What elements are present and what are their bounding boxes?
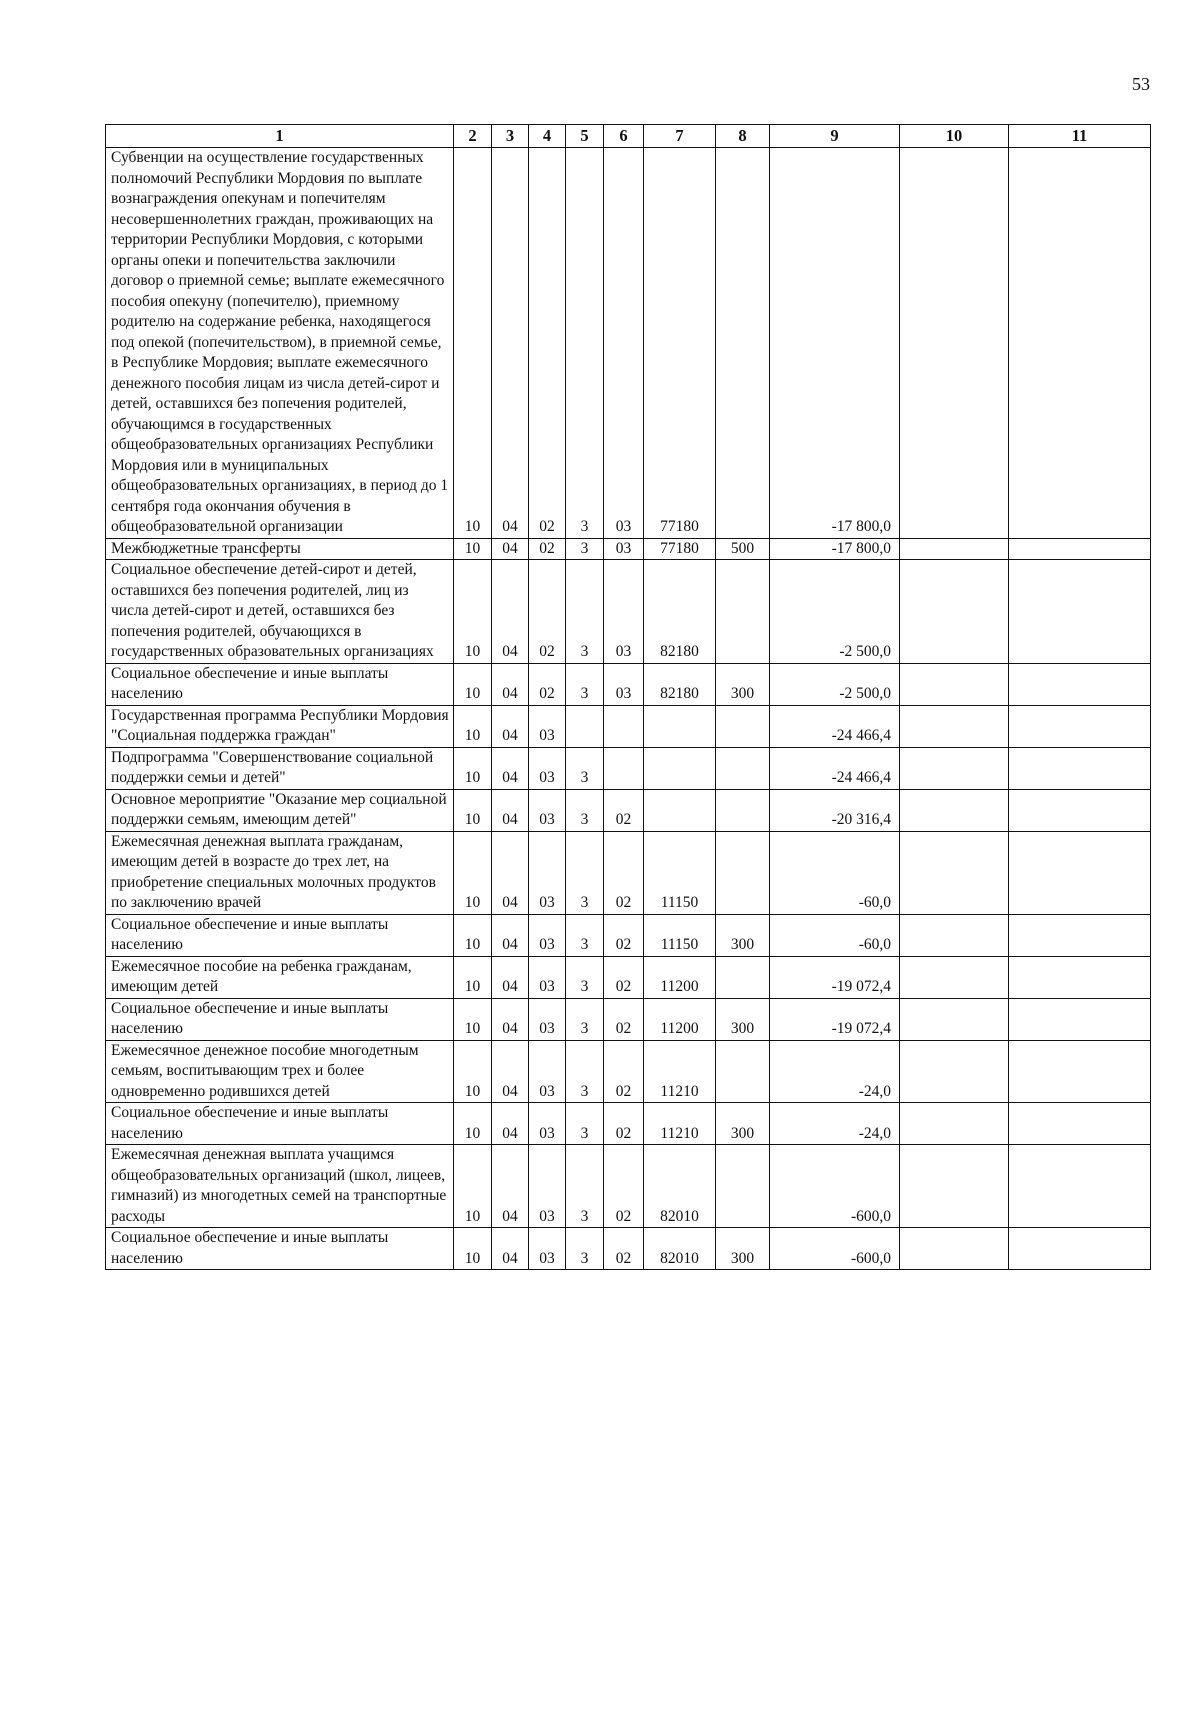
row-name: Социальное обеспечение и иные выплаты населению	[106, 1103, 454, 1145]
cell-direction: 11200	[644, 998, 716, 1040]
cell-section: 10	[454, 1103, 492, 1145]
cell-col11	[1009, 956, 1151, 998]
cell-program: 03	[529, 998, 566, 1040]
page-number: 53	[1132, 74, 1150, 94]
cell-subprogram: 3	[566, 1145, 604, 1228]
cell-col11	[1009, 914, 1151, 956]
cell-direction: 82010	[644, 1228, 716, 1270]
cell-direction: 82010	[644, 1145, 716, 1228]
cell-expense-type: 300	[716, 1228, 770, 1270]
cell-section: 10	[454, 538, 492, 560]
cell-col11	[1009, 831, 1151, 914]
column-header: 9	[770, 125, 900, 148]
cell-col11	[1009, 998, 1151, 1040]
cell-expense-type	[716, 1040, 770, 1103]
cell-program: 03	[529, 1145, 566, 1228]
cell-program: 03	[529, 1228, 566, 1270]
row-name: Социальное обеспечение детей-сирот и детей, оставшихся без попечения родителей, лиц из числа детей-сирот и детей, оставшихся без попечения родителей, обучающихся в государственных образовательных организациях	[106, 560, 454, 664]
cell-direction: 11210	[644, 1040, 716, 1103]
cell-amount: -24 466,4	[770, 747, 900, 789]
cell-expense-type: 300	[716, 998, 770, 1040]
cell-col11	[1009, 538, 1151, 560]
cell-subprogram: 3	[566, 663, 604, 705]
cell-expense-type: 500	[716, 538, 770, 560]
table-body	[106, 148, 1151, 1270]
cell-subsection: 04	[492, 705, 529, 747]
table-row	[106, 538, 1151, 560]
cell-col10	[900, 1228, 1009, 1270]
cell-activity: 03	[604, 663, 644, 705]
column-header: 5	[566, 125, 604, 148]
table-row	[106, 747, 1151, 789]
cell-subprogram: 3	[566, 1103, 604, 1145]
cell-direction: 11150	[644, 831, 716, 914]
cell-col10	[900, 747, 1009, 789]
column-header: 3	[492, 125, 529, 148]
cell-program: 02	[529, 560, 566, 664]
row-name: Социальное обеспечение и иные выплаты населению	[106, 663, 454, 705]
column-header: 7	[644, 125, 716, 148]
cell-subsection: 04	[492, 148, 529, 539]
table-row	[106, 560, 1151, 664]
cell-program: 03	[529, 705, 566, 747]
column-header: 1	[106, 125, 454, 148]
column-header: 4	[529, 125, 566, 148]
table-row	[106, 914, 1151, 956]
cell-amount: -17 800,0	[770, 538, 900, 560]
cell-direction: 77180	[644, 148, 716, 539]
cell-activity: 03	[604, 148, 644, 539]
cell-section: 10	[454, 998, 492, 1040]
cell-activity: 02	[604, 914, 644, 956]
cell-col10	[900, 998, 1009, 1040]
cell-subsection: 04	[492, 747, 529, 789]
cell-direction	[644, 789, 716, 831]
cell-col10	[900, 1103, 1009, 1145]
row-name: Государственная программа Республики Мордовия "Социальная поддержка граждан"	[106, 705, 454, 747]
table-row	[106, 148, 1151, 539]
cell-expense-type	[716, 705, 770, 747]
cell-section: 10	[454, 705, 492, 747]
cell-direction: 82180	[644, 560, 716, 664]
cell-activity: 02	[604, 1228, 644, 1270]
cell-expense-type	[716, 747, 770, 789]
cell-expense-type: 300	[716, 1103, 770, 1145]
row-name: Основное мероприятие "Оказание мер социальной поддержки семьям, имеющим детей"	[106, 789, 454, 831]
cell-subsection: 04	[492, 789, 529, 831]
cell-subsection: 04	[492, 538, 529, 560]
cell-program: 03	[529, 831, 566, 914]
cell-subsection: 04	[492, 1040, 529, 1103]
cell-subprogram: 3	[566, 998, 604, 1040]
cell-activity: 02	[604, 956, 644, 998]
cell-col10	[900, 914, 1009, 956]
cell-activity	[604, 705, 644, 747]
row-name: Ежемесячная денежная выплата учащимся общеобразовательных организаций (школ, лицеев, гимназий) из многодетных семей на транспортные расходы	[106, 1145, 454, 1228]
cell-amount: -19 072,4	[770, 956, 900, 998]
cell-direction: 82180	[644, 663, 716, 705]
column-header: 6	[604, 125, 644, 148]
row-name: Ежемесячное пособие на ребенка гражданам, имеющим детей	[106, 956, 454, 998]
cell-subprogram	[566, 705, 604, 747]
cell-col10	[900, 538, 1009, 560]
cell-col11	[1009, 789, 1151, 831]
cell-expense-type	[716, 956, 770, 998]
cell-section: 10	[454, 747, 492, 789]
header-row	[106, 125, 1151, 148]
cell-program: 02	[529, 148, 566, 539]
row-name: Ежемесячная денежная выплата гражданам, имеющим детей в возрасте до трех лет, на приобретение специальных молочных продуктов по заключению врачей	[106, 831, 454, 914]
cell-program: 03	[529, 789, 566, 831]
cell-col10	[900, 705, 1009, 747]
cell-expense-type	[716, 148, 770, 539]
cell-activity: 02	[604, 831, 644, 914]
cell-section: 10	[454, 1040, 492, 1103]
cell-col11	[1009, 1040, 1151, 1103]
cell-direction: 11210	[644, 1103, 716, 1145]
cell-col11	[1009, 663, 1151, 705]
cell-amount: -20 316,4	[770, 789, 900, 831]
cell-section: 10	[454, 956, 492, 998]
column-header: 11	[1009, 125, 1151, 148]
cell-col10	[900, 560, 1009, 664]
row-name: Социальное обеспечение и иные выплаты населению	[106, 998, 454, 1040]
cell-activity: 02	[604, 1103, 644, 1145]
table-row	[106, 831, 1151, 914]
cell-col11	[1009, 148, 1151, 539]
cell-direction: 11150	[644, 914, 716, 956]
cell-expense-type: 300	[716, 914, 770, 956]
row-name: Субвенции на осуществление государственных полномочий Республики Мордовия по выплате вознаграждения опекунам и попечителям несовершеннолетних граждан, проживающих на территории Республики Мордовия, с которыми органы опеки и попечительства заключили договор о приемной семье; выплате ежемесячного пособия опекуну (попечителю), приемному родителю на содержание ребенка, находящегося под опекой (попечительством), в приемной семье, в Республике Мордовия; выплате ежемесячного денежного пособия лицам из числа детей-сирот и детей, оставшихся без попечения родителей, обучающимся в государственных общеобразовательных организациях Республики Мордовия или в муниципальных общеобразовательных организациях, в период до 1 сентября года окончания обучения в общеобразовательной организации	[106, 148, 454, 539]
cell-amount: -17 800,0	[770, 148, 900, 539]
column-header: 10	[900, 125, 1009, 148]
cell-section: 10	[454, 1145, 492, 1228]
row-name: Социальное обеспечение и иные выплаты населению	[106, 1228, 454, 1270]
cell-expense-type	[716, 1145, 770, 1228]
cell-section: 10	[454, 831, 492, 914]
cell-activity: 02	[604, 998, 644, 1040]
cell-subsection: 04	[492, 956, 529, 998]
table-row	[106, 663, 1151, 705]
cell-col11	[1009, 1103, 1151, 1145]
cell-expense-type	[716, 560, 770, 664]
cell-activity: 03	[604, 560, 644, 664]
cell-col10	[900, 148, 1009, 539]
cell-col11	[1009, 560, 1151, 664]
cell-subprogram: 3	[566, 914, 604, 956]
table-row	[106, 705, 1151, 747]
cell-subsection: 04	[492, 998, 529, 1040]
cell-subprogram: 3	[566, 148, 604, 539]
cell-col10	[900, 663, 1009, 705]
cell-subprogram: 3	[566, 538, 604, 560]
cell-amount: -60,0	[770, 831, 900, 914]
cell-subsection: 04	[492, 560, 529, 664]
table-row	[106, 1040, 1151, 1103]
cell-expense-type	[716, 831, 770, 914]
cell-direction	[644, 705, 716, 747]
cell-section: 10	[454, 914, 492, 956]
cell-col11	[1009, 705, 1151, 747]
column-header: 2	[454, 125, 492, 148]
cell-section: 10	[454, 560, 492, 664]
row-name: Межбюджетные трансферты	[106, 538, 454, 560]
cell-amount: -19 072,4	[770, 998, 900, 1040]
cell-amount: -600,0	[770, 1145, 900, 1228]
cell-section: 10	[454, 148, 492, 539]
cell-subsection: 04	[492, 1145, 529, 1228]
table-row	[106, 998, 1151, 1040]
table-row	[106, 1228, 1151, 1270]
cell-col10	[900, 956, 1009, 998]
cell-section: 10	[454, 789, 492, 831]
cell-activity: 02	[604, 1145, 644, 1228]
cell-program: 03	[529, 956, 566, 998]
cell-subprogram: 3	[566, 831, 604, 914]
cell-amount: -60,0	[770, 914, 900, 956]
cell-direction: 11200	[644, 956, 716, 998]
cell-subsection: 04	[492, 663, 529, 705]
cell-section: 10	[454, 1228, 492, 1270]
cell-program: 03	[529, 1103, 566, 1145]
cell-amount: -24,0	[770, 1040, 900, 1103]
cell-amount: -24,0	[770, 1103, 900, 1145]
cell-col11	[1009, 1145, 1151, 1228]
cell-section: 10	[454, 663, 492, 705]
cell-col10	[900, 1145, 1009, 1228]
cell-amount: -600,0	[770, 1228, 900, 1270]
cell-program: 03	[529, 1040, 566, 1103]
table-row	[106, 956, 1151, 998]
cell-direction: 77180	[644, 538, 716, 560]
cell-col10	[900, 1040, 1009, 1103]
table-row	[106, 789, 1151, 831]
cell-activity: 03	[604, 538, 644, 560]
row-name: Социальное обеспечение и иные выплаты населению	[106, 914, 454, 956]
cell-activity: 02	[604, 1040, 644, 1103]
cell-subprogram: 3	[566, 789, 604, 831]
cell-subsection: 04	[492, 831, 529, 914]
cell-program: 02	[529, 663, 566, 705]
cell-subprogram: 3	[566, 560, 604, 664]
cell-program: 03	[529, 747, 566, 789]
budget-table	[105, 124, 1151, 1270]
cell-subprogram: 3	[566, 1040, 604, 1103]
cell-expense-type	[716, 789, 770, 831]
cell-subsection: 04	[492, 1103, 529, 1145]
row-name: Подпрограмма "Совершенствование социальной поддержки семьи и детей"	[106, 747, 454, 789]
cell-program: 03	[529, 914, 566, 956]
column-header: 8	[716, 125, 770, 148]
cell-program: 02	[529, 538, 566, 560]
cell-amount: -2 500,0	[770, 560, 900, 664]
cell-subprogram: 3	[566, 747, 604, 789]
table-row	[106, 1103, 1151, 1145]
cell-col11	[1009, 747, 1151, 789]
cell-expense-type: 300	[716, 663, 770, 705]
cell-subprogram: 3	[566, 1228, 604, 1270]
cell-col10	[900, 789, 1009, 831]
cell-subprogram: 3	[566, 956, 604, 998]
cell-activity: 02	[604, 789, 644, 831]
cell-col11	[1009, 1228, 1151, 1270]
cell-activity	[604, 747, 644, 789]
row-name: Ежемесячное денежное пособие многодетным семьям, воспитывающим трех и более одновременно родившихся детей	[106, 1040, 454, 1103]
cell-subsection: 04	[492, 1228, 529, 1270]
cell-direction	[644, 747, 716, 789]
cell-subsection: 04	[492, 914, 529, 956]
cell-amount: -24 466,4	[770, 705, 900, 747]
cell-col10	[900, 831, 1009, 914]
table-row	[106, 1145, 1151, 1228]
cell-amount: -2 500,0	[770, 663, 900, 705]
